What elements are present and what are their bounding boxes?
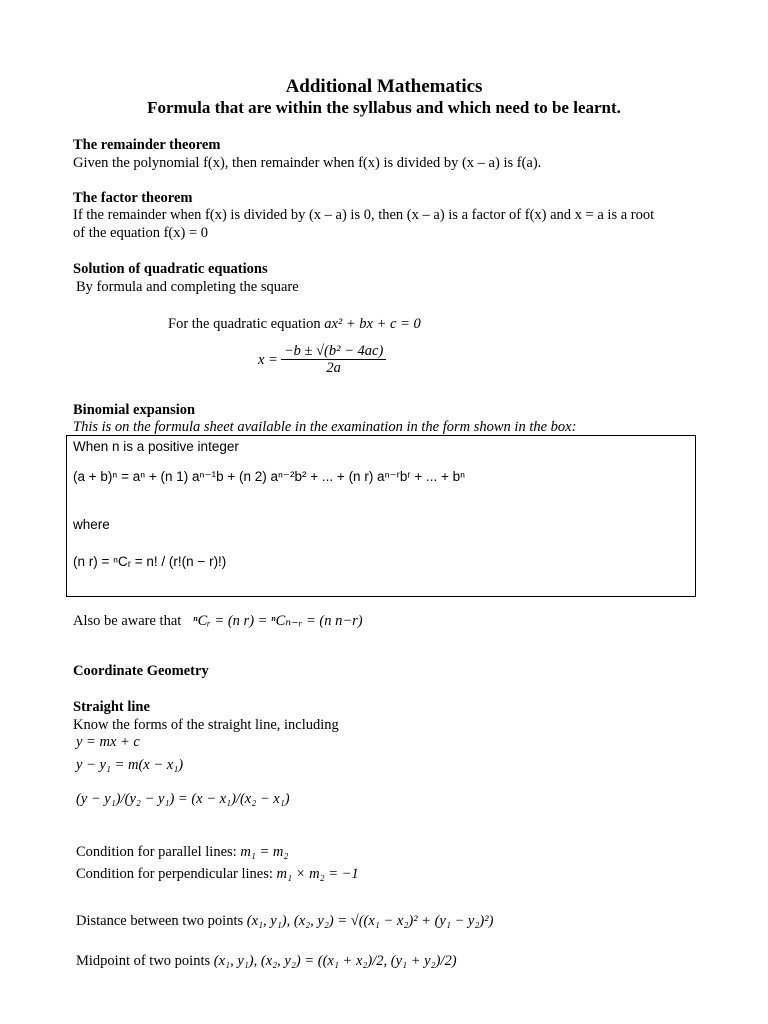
also-aware-formula: ⁿCᵣ = (n r) = ⁿCₙ₋ᵣ = (n n−r) bbox=[193, 613, 363, 629]
midpoint-label: Midpoint of two points bbox=[76, 953, 211, 969]
straight-line-heading: Straight line bbox=[73, 699, 150, 715]
quadratic-intro: For the quadratic equation bbox=[168, 316, 321, 332]
midpoint-line bbox=[76, 952, 457, 970]
binomial-note: This is on the formula sheet available in the examination in the form shown in the box: bbox=[73, 419, 577, 435]
page-subtitle: Formula that are within the syllabus and which need to be learnt. bbox=[147, 98, 621, 117]
distance-label: Distance between two points bbox=[76, 913, 244, 929]
straight-line-text: Know the forms of the straight line, including bbox=[73, 717, 339, 733]
binomial-heading: Binomial expansion bbox=[73, 402, 196, 418]
perpendicular-line bbox=[76, 865, 359, 883]
factor-text-line2: of the equation f(x) = 0 bbox=[73, 225, 209, 241]
midpoint-formula: (x₁, y₁), (x₂, y₂) = ((x₁ + x₂)/2, (y₁ + y₂)/2) bbox=[213, 953, 457, 969]
also-aware-text: Also be aware that bbox=[73, 613, 182, 629]
factor-heading: The factor theorem bbox=[73, 190, 193, 206]
parallel-line bbox=[76, 843, 288, 861]
quadratic-formula bbox=[258, 343, 389, 376]
quadratic-equation-line bbox=[168, 315, 421, 333]
line-form-3: (y − y₁)/(y₂ − y₁) = (x − x₁)/(x₂ − x₁) bbox=[76, 791, 290, 807]
combination-formula: (n r) = ⁿCᵣ = n! / (r!(n − r)!) bbox=[73, 554, 227, 569]
quadratic-heading: Solution of quadratic equations bbox=[73, 261, 268, 277]
quadratic-numerator: −b ± √(b² − 4ac) bbox=[281, 343, 386, 360]
parallel-formula: m₁ = m₂ bbox=[240, 844, 289, 860]
quadratic-equation: ax² + bx + c = 0 bbox=[324, 316, 421, 332]
perpendicular-label: Condition for perpendicular lines: bbox=[76, 866, 273, 882]
formula-box bbox=[66, 435, 696, 597]
distance-formula: (x₁, y₁), (x₂, y₂) = √((x₁ − x₂)² + (y₁ − y₂)²) bbox=[246, 913, 494, 929]
line-form-2: y − y₁ = m(x − x₁) bbox=[76, 757, 184, 773]
page-title: Additional Mathematics bbox=[285, 76, 483, 97]
box-where: where bbox=[73, 517, 110, 532]
quadratic-x: x = bbox=[258, 351, 278, 368]
quadratic-fraction bbox=[281, 343, 386, 376]
binomial-expansion: (a + b)ⁿ = aⁿ + (n 1) aⁿ⁻¹b + (n 2) aⁿ⁻²b² + ... + (n r) aⁿ⁻ʳbʳ + ... + bⁿ bbox=[73, 469, 466, 484]
box-line1: When n is a positive integer bbox=[73, 439, 239, 454]
remainder-text: Given the polynomial f(x), then remainder when f(x) is divided by (x – a) is f(a). bbox=[73, 155, 542, 171]
parallel-label: Condition for parallel lines: bbox=[76, 844, 237, 860]
remainder-heading: The remainder theorem bbox=[73, 137, 221, 153]
distance-line bbox=[76, 912, 493, 930]
line-form-1: y = mx + c bbox=[76, 734, 140, 750]
perpendicular-formula: m₁ × m₂ = −1 bbox=[276, 866, 359, 882]
quadratic-denominator: 2a bbox=[326, 360, 341, 376]
quadratic-text: By formula and completing the square bbox=[76, 279, 299, 295]
factor-text-line1: If the remainder when f(x) is divided by (x – a) is 0, then (x – a) is a factor of f(x) and x = a is a root bbox=[73, 207, 655, 223]
coordinate-heading: Coordinate Geometry bbox=[73, 663, 209, 679]
